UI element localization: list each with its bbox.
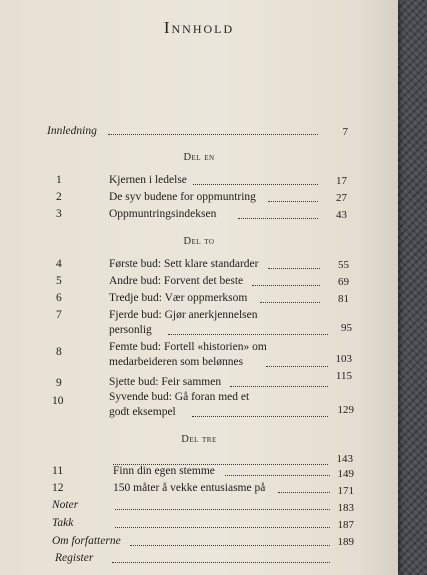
- toc-entry-title: Kjernen i ledelse: [109, 174, 187, 186]
- toc-entry-number: 3: [56, 208, 62, 220]
- toc-entry-number: 1: [56, 174, 62, 186]
- toc-entry-title: Andre bud: Forvent det beste: [109, 275, 244, 287]
- leader-dots: [112, 561, 330, 563]
- toc-entry-number: 12: [52, 482, 64, 494]
- toc-entry-page: 81: [338, 293, 349, 305]
- toc-entry-page: 69: [338, 276, 349, 288]
- toc-entry-title: Tredje bud: Vær oppmerksom: [109, 292, 248, 304]
- toc-entry-page: 95: [341, 322, 352, 334]
- leader-dots: [193, 183, 318, 185]
- toc-backmatter-label: Om forfatterne: [52, 535, 121, 547]
- toc-backmatter-label: Register: [55, 552, 94, 564]
- toc-backmatter-label: Takk: [52, 517, 74, 529]
- leader-dots: [225, 474, 330, 476]
- page-title: Innhold: [163, 18, 235, 37]
- leader-dots: [108, 133, 318, 135]
- leader-dots: [115, 526, 330, 528]
- toc-entry-title-continued: personlig: [109, 324, 152, 336]
- section-heading-2: Del to: [183, 236, 215, 247]
- toc-entry-title: Første bud: Sett klare standarder: [109, 258, 259, 270]
- toc-backmatter-page: 189: [337, 536, 354, 548]
- leader-dots: [168, 333, 328, 335]
- toc-entry-title: Sjette bud: Feir sammen: [109, 376, 222, 388]
- toc-entry-title: Femte bud: Fortell «historien» om: [109, 341, 267, 353]
- leader-dots: [252, 284, 320, 286]
- toc-entry-title: Finn din egen stemme: [113, 465, 215, 477]
- toc-entry-title-continued: godt eksempel: [109, 406, 176, 418]
- toc-intro-label: Innledning: [47, 125, 97, 137]
- leader-dots: [268, 200, 318, 202]
- leader-dots: [192, 415, 328, 417]
- toc-entry-number: 5: [56, 275, 62, 287]
- toc-entry-page: 171: [337, 485, 354, 497]
- toc-entry-number: 9: [56, 377, 62, 389]
- leader-dots: [266, 365, 328, 367]
- toc-entry-page: 17: [336, 175, 347, 187]
- toc-entry-page: 55: [338, 259, 349, 271]
- toc-entry-number: 4: [56, 258, 62, 270]
- toc-entry-page: 103: [335, 353, 352, 365]
- toc-entry-title: Syvende bud: Gå foran med et: [109, 391, 250, 403]
- toc-backmatter-label: Noter: [52, 499, 79, 511]
- toc-stray-page-number: 143: [336, 453, 353, 465]
- toc-entry-number: 2: [56, 191, 62, 203]
- toc-entry-title: 150 måter å vekke entusiasme på: [113, 482, 266, 494]
- toc-backmatter-page: 187: [337, 519, 354, 531]
- toc-entry-title-continued: medarbeideren som belønnes: [109, 356, 244, 368]
- toc-entry-number: 11: [52, 465, 64, 477]
- section-heading-3: Del tre: [181, 434, 217, 445]
- toc-entry-title: Fjerde bud: Gjør anerkjennelsen: [109, 309, 258, 321]
- toc-backmatter-page: 183: [337, 502, 354, 514]
- leader-dots: [130, 544, 330, 546]
- toc-entry-page: 43: [336, 209, 347, 221]
- section-heading-1: Del en: [183, 152, 215, 163]
- toc-entry-page: 149: [337, 468, 354, 480]
- leader-dots: [238, 217, 318, 219]
- toc-intro-page: 7: [342, 126, 348, 138]
- toc-entry-number: 8: [56, 346, 62, 358]
- leader-dots: [278, 491, 330, 493]
- toc-entry-page: 27: [336, 192, 347, 204]
- leader-dots: [115, 508, 330, 510]
- leader-dots: [230, 385, 328, 387]
- leader-dots: [260, 301, 320, 303]
- toc-entry-page: 115: [335, 370, 352, 382]
- toc-entry-number: 10: [52, 395, 64, 407]
- toc-entry-title: Oppmuntringsindeksen: [109, 208, 217, 220]
- toc-entry-number: 6: [56, 292, 62, 304]
- toc-entry-title: De syv budene for oppmuntring: [109, 191, 256, 203]
- leader-dots: [268, 267, 320, 269]
- toc-entry-page: 129: [337, 404, 354, 416]
- toc-entry-number: 7: [56, 309, 62, 321]
